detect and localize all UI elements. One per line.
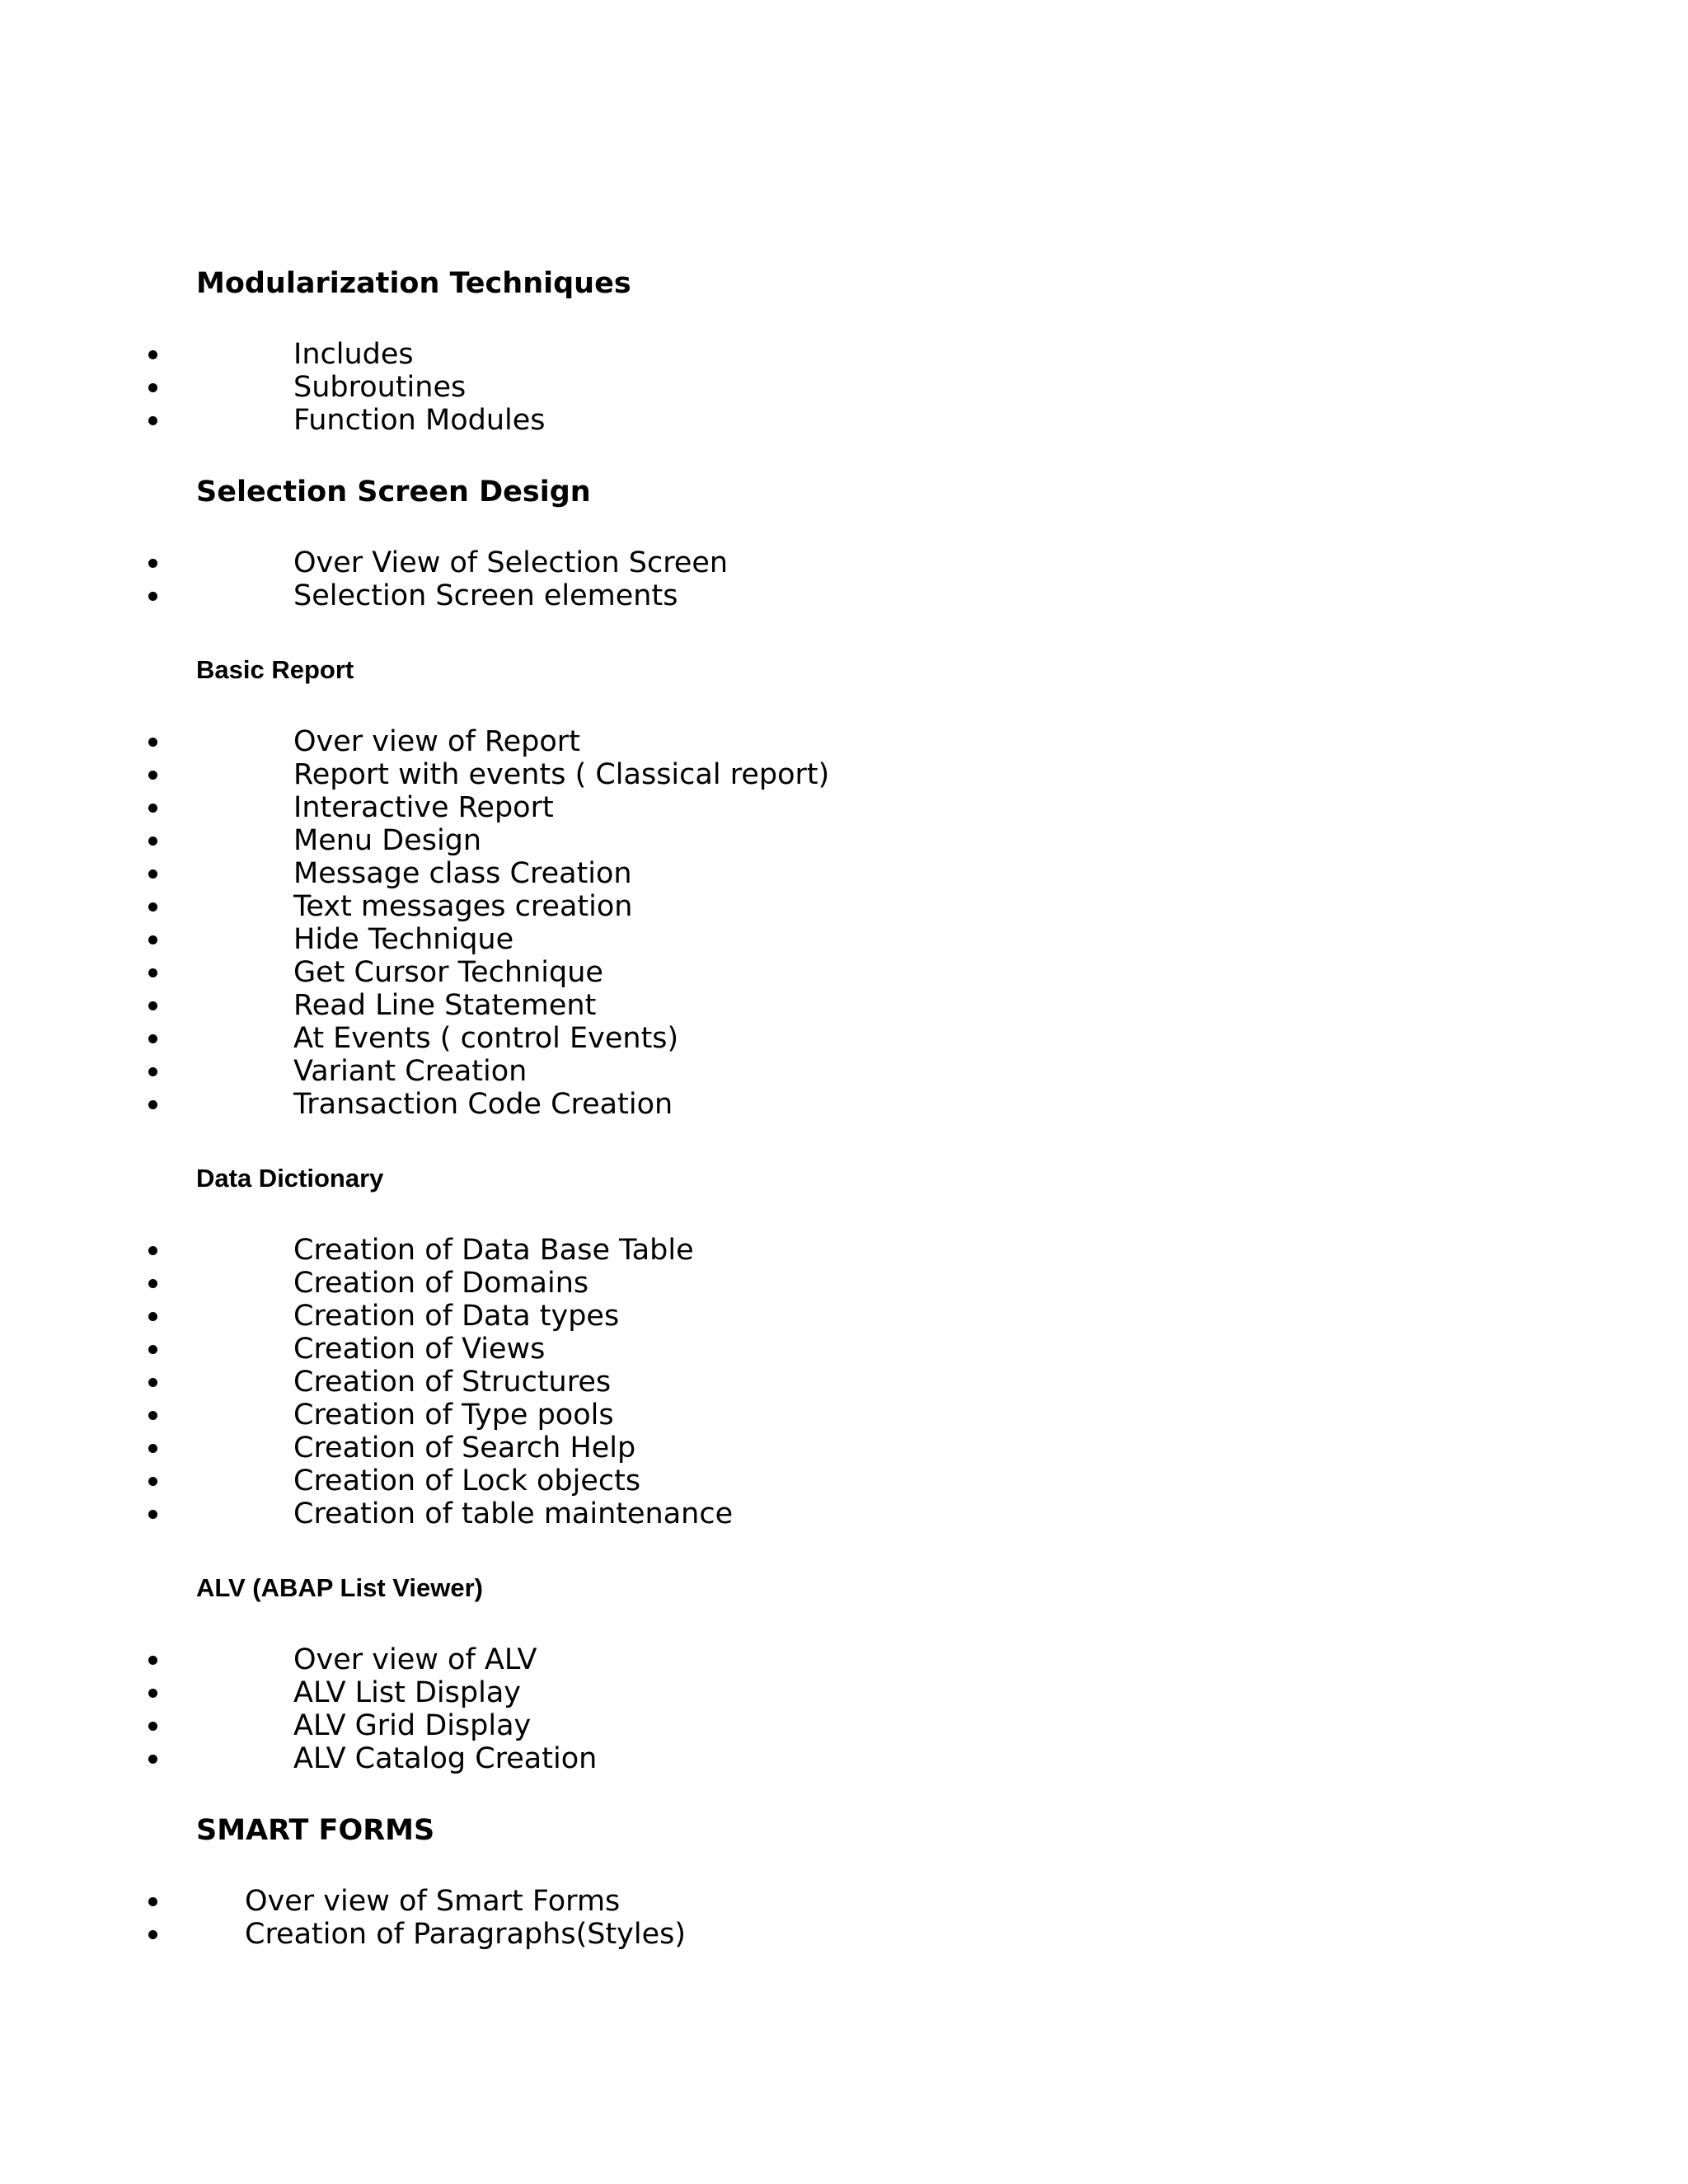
bullet-icon <box>148 1345 157 1354</box>
section-heading: Basic Report <box>196 655 354 684</box>
bullet-icon <box>148 1067 157 1076</box>
bullet-icon <box>148 1312 157 1321</box>
bullet-icon <box>148 935 157 944</box>
bullet-icon <box>148 592 157 601</box>
bullet-icon <box>148 1034 157 1043</box>
bullet-icon <box>148 416 157 425</box>
bullet-icon <box>148 968 157 977</box>
bullet-icon <box>148 1510 157 1519</box>
bullet-icon <box>148 837 157 846</box>
bullet-icon <box>148 869 157 879</box>
bullet-icon <box>148 1722 157 1731</box>
document-page: Modularization Techniques Includes Subroutines Function Modules Selection Screen Design Over View of Selection Screen Selection Screen elements Basic Report Over view of Report Report with events ( Classical report) Interactive Report Menu Design Message class Creation Text messages creation Hide Technique Get Cursor Technique Read Line Statement At Events ( control Events) Variant Creation Transaction Code Creation Data Dictionary Creation of Data Base Table Creation of Domains Creation of Data types Creation of Views Creation of Structures Creation of Type pools Creation of Search Help Creation of Lock objects Creation of table maintenance ALV (ABAP List Viewer) Over view of ALV ALV List Display ALV Grid Display ALV Catalog Creation SMART FORMS Over view of Smart Forms Creation of Paragraphs(Styles) <box>0 0 1688 2184</box>
section-heading: SMART FORMS <box>196 1814 435 1847</box>
bullet-icon <box>148 1755 157 1764</box>
bullet-icon <box>148 1279 157 1288</box>
bullet-icon <box>148 1378 157 1387</box>
bullet-icon <box>148 771 157 780</box>
bullet-icon <box>148 1656 157 1665</box>
bullet-icon <box>148 1411 157 1420</box>
bullet-icon <box>148 1930 157 1939</box>
bullet-icon <box>148 559 157 568</box>
bullet-icon <box>148 1477 157 1486</box>
bullet-icon <box>148 1100 157 1109</box>
section-heading: ALV (ABAP List Viewer) <box>196 1573 483 1602</box>
bullet-icon <box>148 902 157 912</box>
bullet-icon <box>148 1897 157 1906</box>
bullet-icon <box>148 1444 157 1453</box>
bullet-icon <box>148 1689 157 1698</box>
bullet-icon <box>148 1001 157 1010</box>
bullet-icon <box>148 1246 157 1255</box>
bullet-icon <box>148 738 157 747</box>
bullet-icon <box>148 383 157 392</box>
section-heading: Selection Screen Design <box>196 476 591 509</box>
bullet-icon <box>148 350 157 359</box>
section-heading: Data Dictionary <box>196 1164 384 1193</box>
bullet-icon <box>148 804 157 813</box>
section-heading: Modularization Techniques <box>196 267 631 300</box>
